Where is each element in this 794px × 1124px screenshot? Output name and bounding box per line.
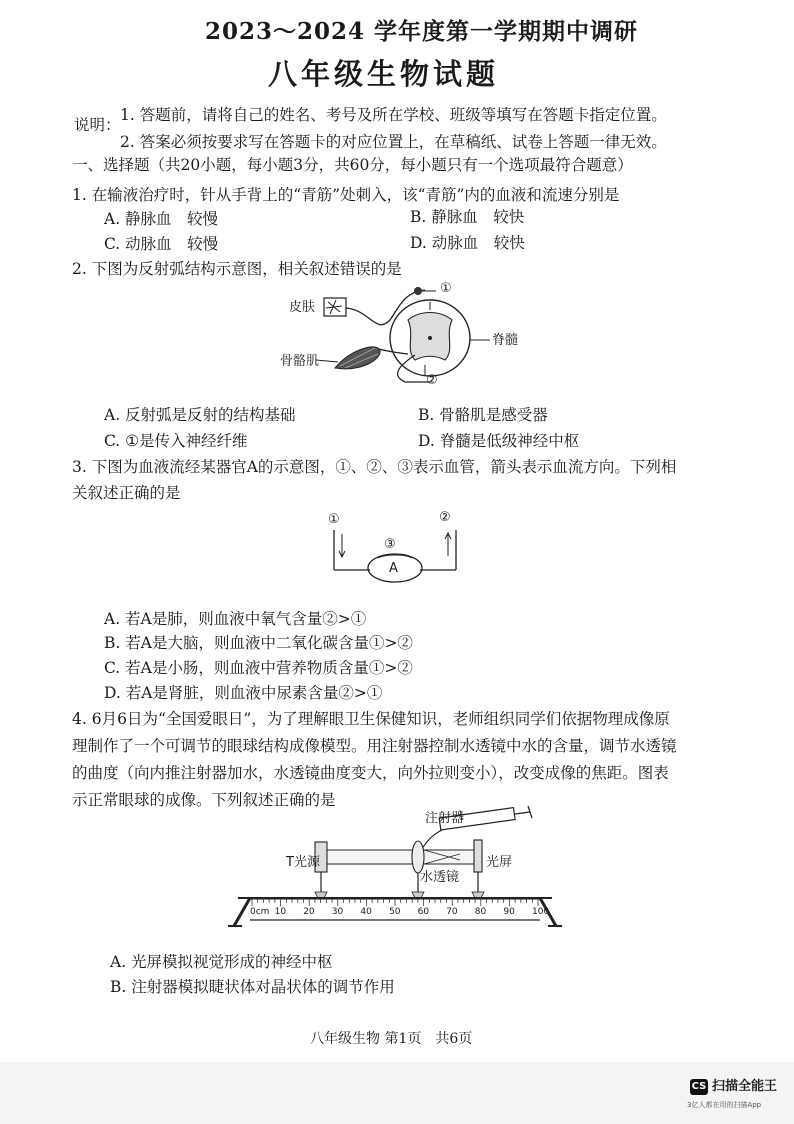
ruler-tick-label: 70 xyxy=(446,907,458,917)
ruler-tick-label: 60 xyxy=(417,907,430,917)
q4-option-a: A. 光屏模拟视觉形成的神经中枢 xyxy=(110,953,333,971)
scanner-tagline: 3亿人都在用的扫描App xyxy=(687,1101,762,1109)
q2-option-b: B. 骨骼肌是感受器 xyxy=(418,406,548,424)
ruler-tick-label: 40 xyxy=(360,907,372,917)
q3-stem-line2: 关叙述正确的是 xyxy=(72,484,181,502)
fig-organ-label: A xyxy=(389,561,398,576)
q2-option-c: C. ①是传入神经纤维 xyxy=(104,432,248,450)
scanner-logo-icon: CS xyxy=(690,1079,708,1095)
q3-option-d: D. 若A是肾脏，则血液中尿素含量②>① xyxy=(104,684,383,702)
page-footer: 八年级生物 第1页 共6页 xyxy=(310,1031,473,1047)
q4-stem-line1: 4. 6月6日为“全国爱眼日”，为了理解眼卫生保健知识，老师组织同学们依据物理成像原 xyxy=(72,710,670,728)
q3-option-b: B. 若A是大脑，则血液中二氧化碳含量①>② xyxy=(104,634,413,652)
fig-lens-label: 水透镜 xyxy=(420,870,460,885)
fig-marker-1: ① xyxy=(440,281,452,296)
q2-option-d: D. 脊髓是低级神经中枢 xyxy=(418,432,580,450)
q4-stem-line4: 示正常眼球的成像。下列叙述正确的是 xyxy=(72,791,336,809)
fig-vessel-3: ③ xyxy=(384,537,396,552)
fig-light-label: T光源 xyxy=(286,855,320,870)
fig-marker-2: ② xyxy=(426,373,438,388)
scan-margin xyxy=(0,1062,794,1124)
ruler-tick-label: 100 xyxy=(532,907,550,917)
ganglion xyxy=(414,287,422,295)
q1-option-a: A. 静脉血 较慢 xyxy=(104,210,219,228)
instructions-line1: 1. 答题前，请将自己的姓名、考号及所在学校、班级等填写在答题卡指定位置。 xyxy=(120,106,667,124)
q1-stem: 1. 在输液治疗时，针从手背上的“青筋”处刺入，该“青筋”内的血液和流速分别是 xyxy=(72,186,620,204)
ruler-tick-label: 90 xyxy=(503,907,515,917)
light-screen xyxy=(474,840,482,872)
fig-vessel-2: ② xyxy=(439,510,451,525)
fig-syringe-label: 注射器 xyxy=(425,811,465,826)
exam-title: 2023～2024 学年度第一学期期中调研 xyxy=(205,18,639,45)
q4-stem-line2: 理制作了一个可调节的眼球结构成像模型。用注射器控制水透镜中水的含量，调节水透镜 xyxy=(72,737,677,755)
exam-subtitle: 八年级生物试题 xyxy=(268,57,500,91)
ruler-tick-label: 80 xyxy=(474,907,487,917)
fig-screen-label: 光屏 xyxy=(486,855,513,870)
ruler-tick-label: 50 xyxy=(389,907,401,917)
scanner-brand: 扫描全能王 xyxy=(712,1079,778,1094)
q2-stem: 2. 下图为反射弧结构示意图，相关叙述错误的是 xyxy=(72,260,402,278)
bench-leg-left xyxy=(234,898,250,926)
section-heading: 一、选择题（共20小题，每小题3分，共60分，每小题只有一个选项最符合题意） xyxy=(72,156,633,174)
q3-option-a: A. 若A是肺，则血液中氧气含量②>① xyxy=(104,610,367,628)
q4-stem-line3: 的曲度（向内推注射器加水，水透镜曲度变大，向外拉则变小），改变成像的焦距。图表 xyxy=(72,764,669,782)
fig-muscle-label: 骨骼肌 xyxy=(280,354,320,369)
fig-vessel-1: ① xyxy=(328,512,340,527)
ruler-tick-label: 20 xyxy=(303,907,315,917)
instructions-line2: 2. 答案必须按要求写在答题卡的对应位置上，在草稿纸、试卷上答题一律无效。 xyxy=(120,133,667,151)
q3-option-c: C. 若A是小肠，则血液中营养物质含量①>② xyxy=(104,659,413,677)
q3-stem-line1: 3. 下图为血液流经某器官A的示意图，①、②、③表示血管，箭头表示血流方向。下列相 xyxy=(72,458,677,476)
ruler-tick-label: 30 xyxy=(331,907,344,917)
q4-option-b: B. 注射器模拟睫状体对晶状体的调节作用 xyxy=(110,978,395,996)
optical-tube xyxy=(320,850,480,864)
q1-option-b: B. 静脉血 较快 xyxy=(410,208,525,226)
instructions-label: 说明： xyxy=(74,116,121,134)
fig-spinal-label: 脊髓 xyxy=(492,333,519,348)
water-lens xyxy=(412,841,424,873)
ruler-tick-label: 10 xyxy=(274,907,287,917)
q1-option-c: C. 动脉血 较慢 xyxy=(104,235,219,253)
ruler-tick-label: 0cm xyxy=(250,907,270,917)
q1-option-d: D. 动脉血 较快 xyxy=(410,234,525,252)
fig-skin-label: 皮肤 xyxy=(289,300,316,315)
q2-option-a: A. 反射弧是反射的结构基础 xyxy=(104,406,296,424)
